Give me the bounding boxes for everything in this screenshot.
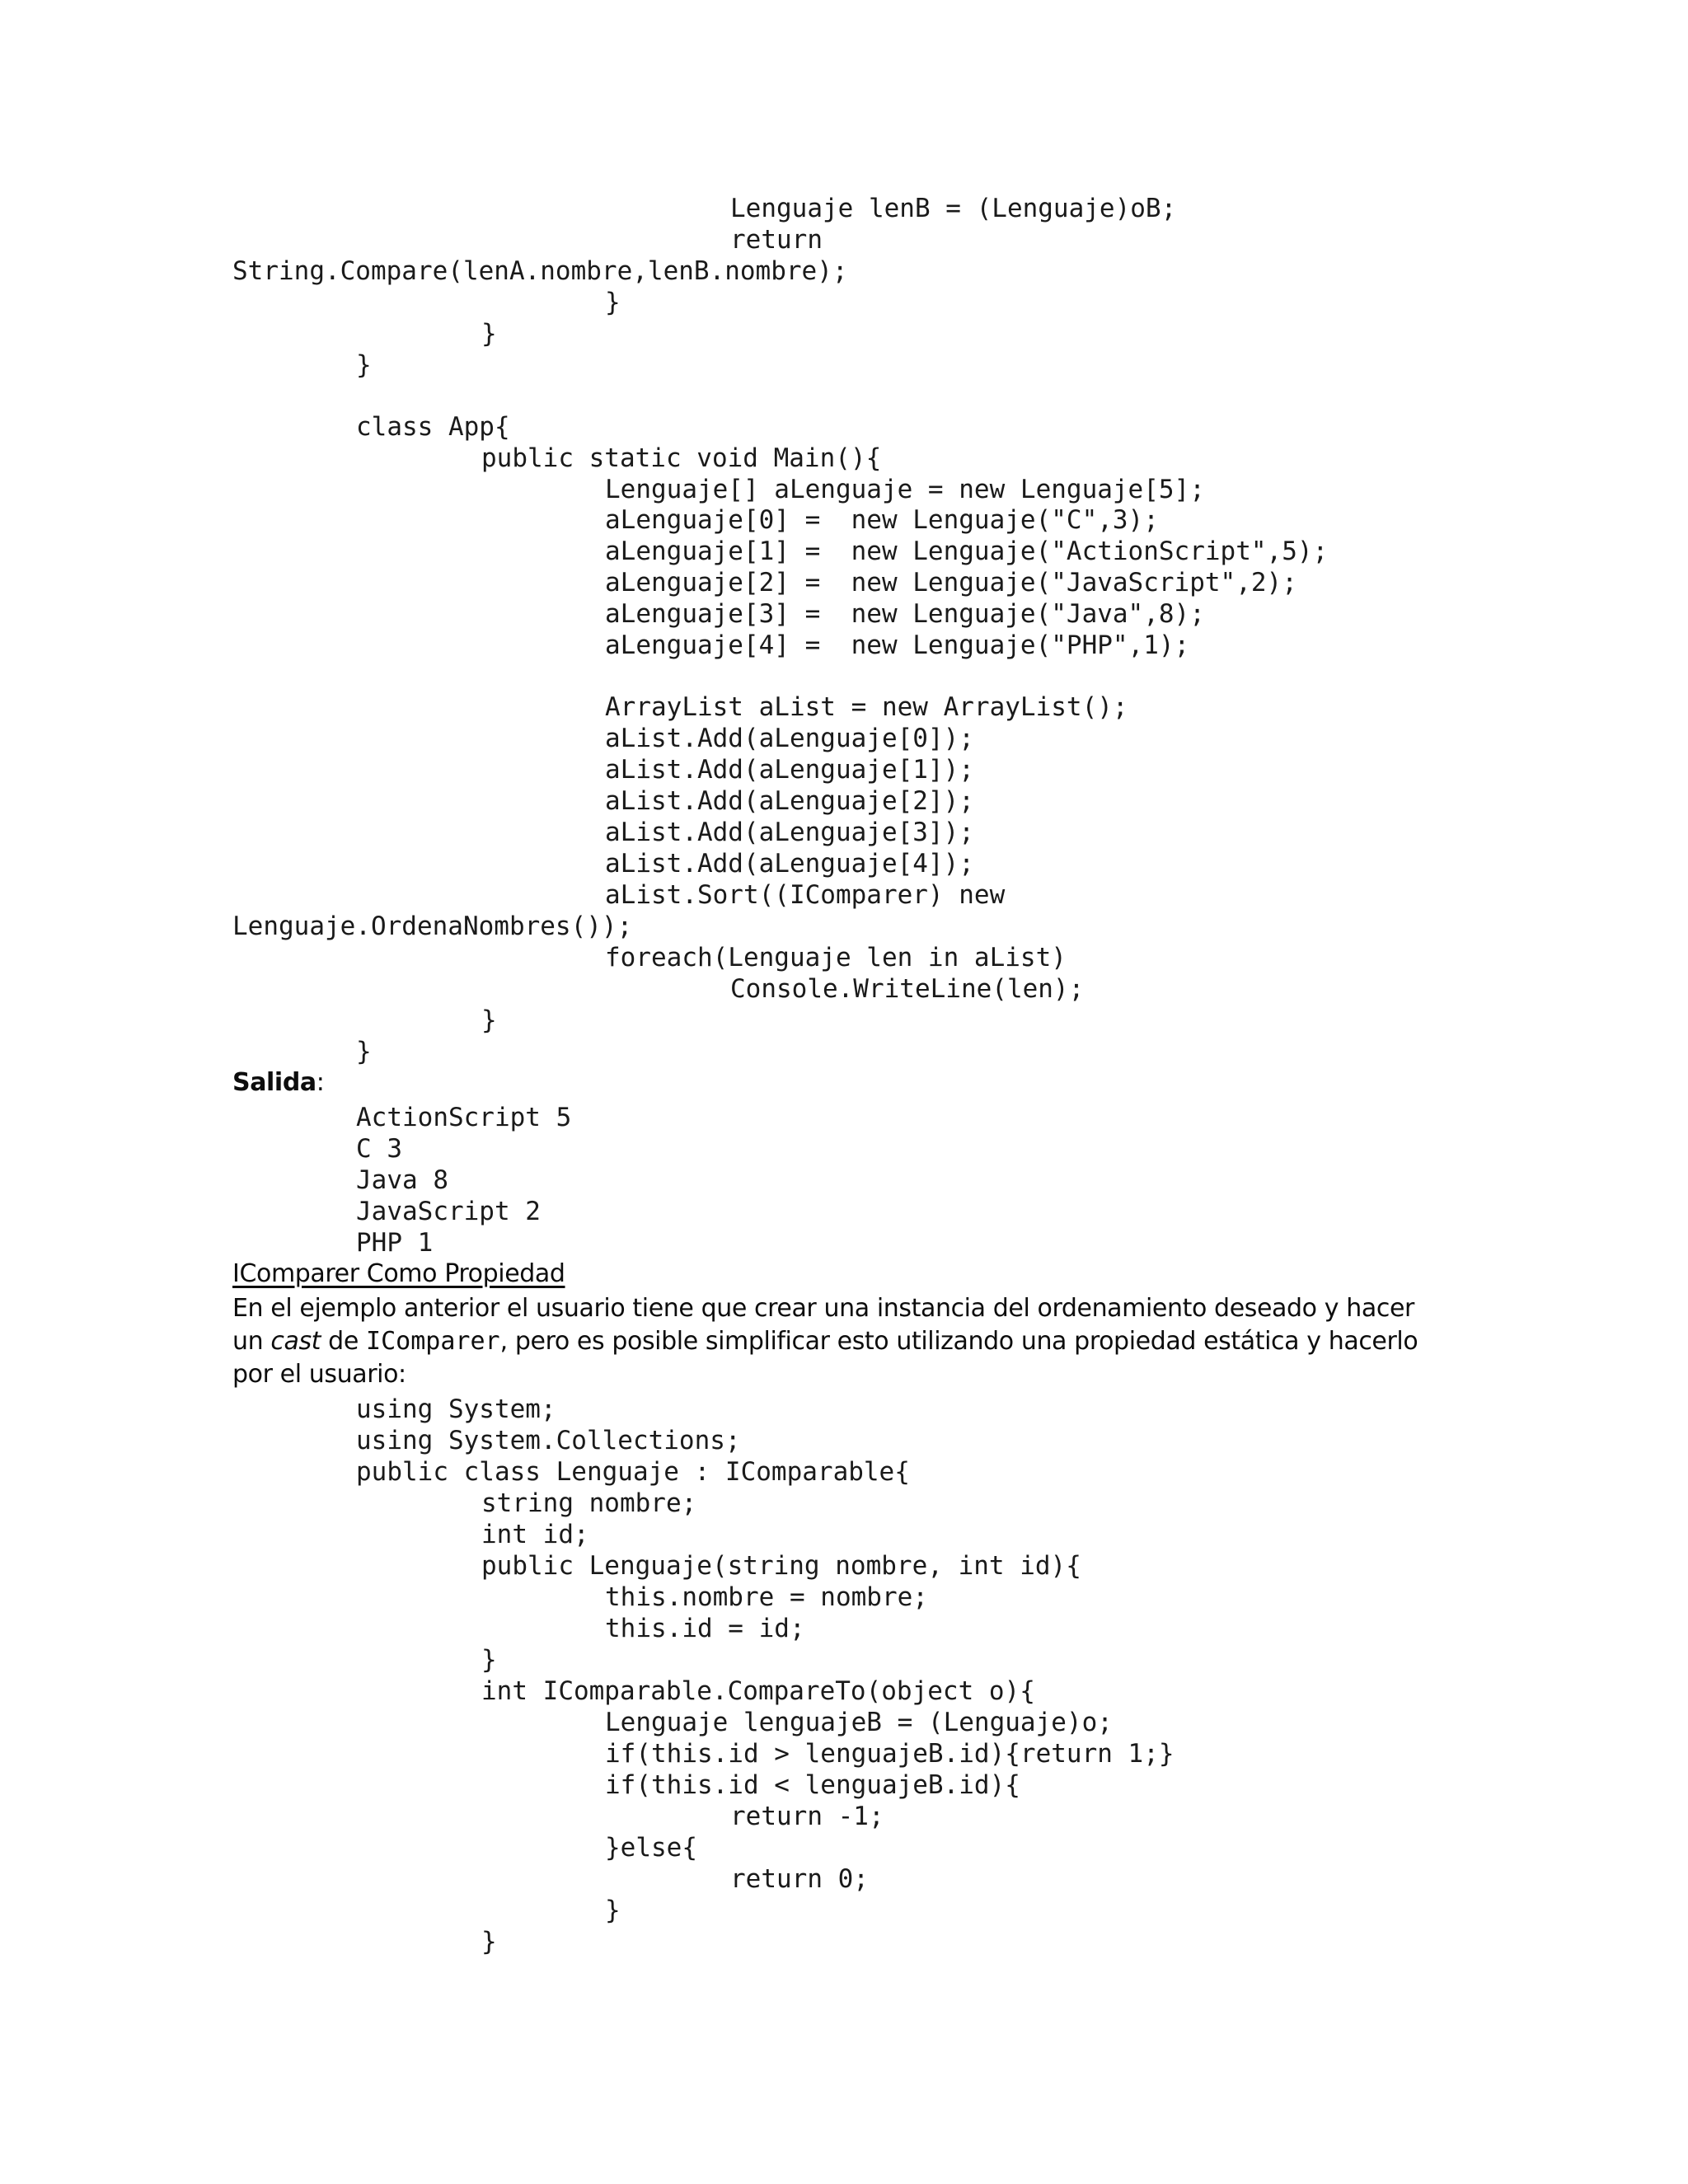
code-line: aList.Add(aLenguaje[3]); [605, 818, 974, 847]
output-line: PHP 1 [356, 1228, 434, 1258]
salida-label-text: Salida [232, 1068, 316, 1097]
code-line: aList.Add(aLenguaje[4]); [605, 849, 974, 879]
code-line: ArrayList aList = new ArrayList(); [605, 692, 1128, 722]
code-line: int IComparable.CompareTo(object o){ [481, 1676, 1035, 1706]
code-line: aLenguaje[2] = new Lenguaje("JavaScript",2); [605, 568, 1297, 598]
code-line: using System.Collections; [356, 1426, 741, 1455]
code-line: public static void Main(){ [481, 443, 882, 473]
code-line: class App{ [356, 412, 510, 442]
output-line: Java 8 [356, 1165, 448, 1195]
code-line: foreach(Lenguaje len in aList) [605, 943, 1067, 972]
code-line: return [730, 225, 823, 255]
code-line: aLenguaje[1] = new Lenguaje("ActionScript",5); [605, 537, 1329, 566]
paragraph-text: de [321, 1327, 367, 1356]
code-line: using System; [356, 1394, 556, 1424]
code-line: aList.Add(aLenguaje[2]); [605, 786, 974, 816]
salida-label-colon: : [316, 1068, 325, 1097]
code-line: public class Lenguaje : IComparable{ [356, 1457, 910, 1487]
code-line: return -1; [730, 1802, 884, 1831]
code-line: aList.Add(aLenguaje[0]); [605, 724, 974, 753]
paragraph-line: En el ejemplo anterior el usuario tiene que crear una instancia del ordenamiento deseado y hacer [232, 1294, 1414, 1323]
code-line: aLenguaje[4] = new Lenguaje("PHP",1); [605, 630, 1190, 660]
code-line: } [481, 319, 497, 349]
code-line: this.id = id; [605, 1614, 805, 1643]
code-line: public Lenguaje(string nombre, int id){ [481, 1551, 1081, 1581]
salida-label [232, 1067, 324, 1099]
code-line: } [605, 288, 621, 317]
paragraph-line: por el usuario: [232, 1360, 406, 1389]
code-line: Lenguaje.OrdenaNombres()); [232, 912, 633, 941]
code-line: int id; [481, 1520, 589, 1549]
code-line: if(this.id > lenguajeB.id){return 1;} [605, 1739, 1175, 1769]
code-line: } [481, 1005, 497, 1035]
code-line: } [481, 1645, 497, 1675]
code-line: }else{ [605, 1833, 697, 1863]
code-line: } [356, 1037, 372, 1066]
code-line: Console.WriteLine(len); [730, 974, 1085, 1004]
paragraph-text: , pero es posible simplificar esto utilizando una propiedad estática y hacerlo [499, 1327, 1418, 1356]
code-line: return 0; [730, 1864, 869, 1894]
output-line: C 3 [356, 1134, 402, 1164]
code-line: aList.Add(aLenguaje[1]); [605, 755, 974, 785]
code-line: Lenguaje lenguajeB = (Lenguaje)o; [605, 1708, 1113, 1737]
paragraph-italic-cast: cast [270, 1327, 321, 1356]
code-line: if(this.id < lenguajeB.id){ [605, 1770, 1020, 1800]
section-heading: IComparer Como Propiedad [232, 1259, 565, 1288]
code-line: } [356, 350, 372, 380]
code-line: aLenguaje[0] = new Lenguaje("C",3); [605, 505, 1159, 535]
code-line: Lenguaje[] aLenguaje = new Lenguaje[5]; [605, 475, 1205, 504]
code-line: string nombre; [481, 1488, 697, 1518]
output-line: JavaScript 2 [356, 1197, 541, 1226]
paragraph-text: un [232, 1327, 271, 1356]
inline-code: IComparer [366, 1327, 500, 1356]
code-line: this.nombre = nombre; [605, 1582, 928, 1612]
code-line: aLenguaje[3] = new Lenguaje("Java",8); [605, 599, 1205, 629]
code-line: } [481, 1927, 497, 1957]
code-line: String.Compare(lenA.nombre,lenB.nombre); [232, 256, 848, 286]
output-line: ActionScript 5 [356, 1103, 572, 1132]
code-line: Lenguaje lenB = (Lenguaje)oB; [730, 194, 1177, 223]
code-line: aList.Sort((IComparer) new [605, 880, 1006, 910]
paragraph-line [232, 1326, 1418, 1357]
code-line: } [605, 1896, 621, 1925]
